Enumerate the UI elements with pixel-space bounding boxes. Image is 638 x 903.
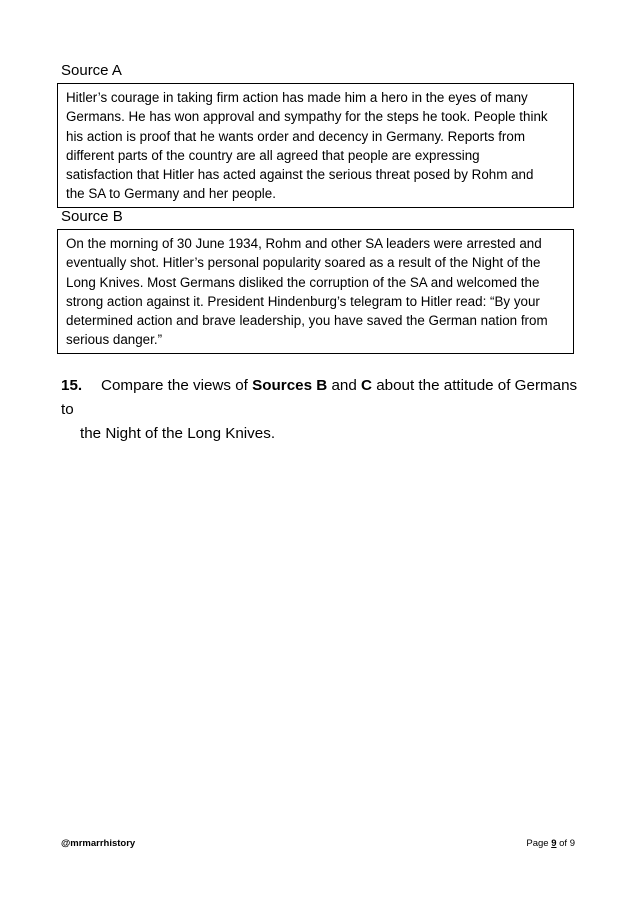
source-a-line: Hitler’s courage in taking firm action has made him a hero in the eyes of many (66, 90, 528, 105)
source-a-heading: Source A (61, 62, 122, 79)
question-15 (61, 374, 591, 446)
source-a-line: Germans. He has won approval and sympathy for the steps he took. People think (66, 109, 548, 125)
source-b-line: On the morning of 30 June 1934, Rohm and other SA leaders were arrested and (66, 236, 542, 251)
page-current: 9 (551, 838, 557, 849)
question-line-2: the Night of the Long Knives. (80, 425, 276, 442)
question-text: about the attitude of Germans to (61, 377, 578, 418)
footer-handle: @mrmarrhistory (61, 838, 136, 849)
source-b-line: strong action against it. President Hindenburg’s telegram to Hitler read: “By your (66, 293, 540, 309)
question-line-1 (61, 374, 591, 422)
question-number: 15. (61, 377, 83, 394)
question-text: Compare the views of (101, 377, 253, 394)
page-prefix: Page (526, 838, 552, 849)
question-bold-c: C (361, 377, 372, 394)
source-b-line: serious danger.” (66, 332, 163, 348)
footer-page-number (526, 838, 575, 849)
question-text: and (327, 377, 362, 394)
source-b-line: determined action and brave leadership, you have saved the German nation from (66, 313, 548, 329)
question-bold-sources: Sources B (252, 377, 328, 394)
source-b-line: Long Knives. Most Germans disliked the corruption of the SA and welcomed the (66, 274, 540, 290)
source-b-line: eventually shot. Hitler’s personal popularity soared as a result of the Night of the (66, 255, 541, 271)
source-a-line: satisfaction that Hitler has acted against the serious threat posed by Rohm and (66, 167, 534, 183)
source-b-heading: Source B (61, 208, 123, 225)
source-a-box (57, 83, 574, 208)
source-a-line: his action is proof that he wants order and decency in Germany. Reports from (66, 128, 525, 144)
source-a-line: the SA to Germany and her people. (66, 186, 276, 202)
source-a-line: different parts of the country are all agreed that people are expressing (66, 147, 480, 163)
source-b-box (57, 229, 574, 354)
page-suffix: of 9 (556, 838, 575, 849)
